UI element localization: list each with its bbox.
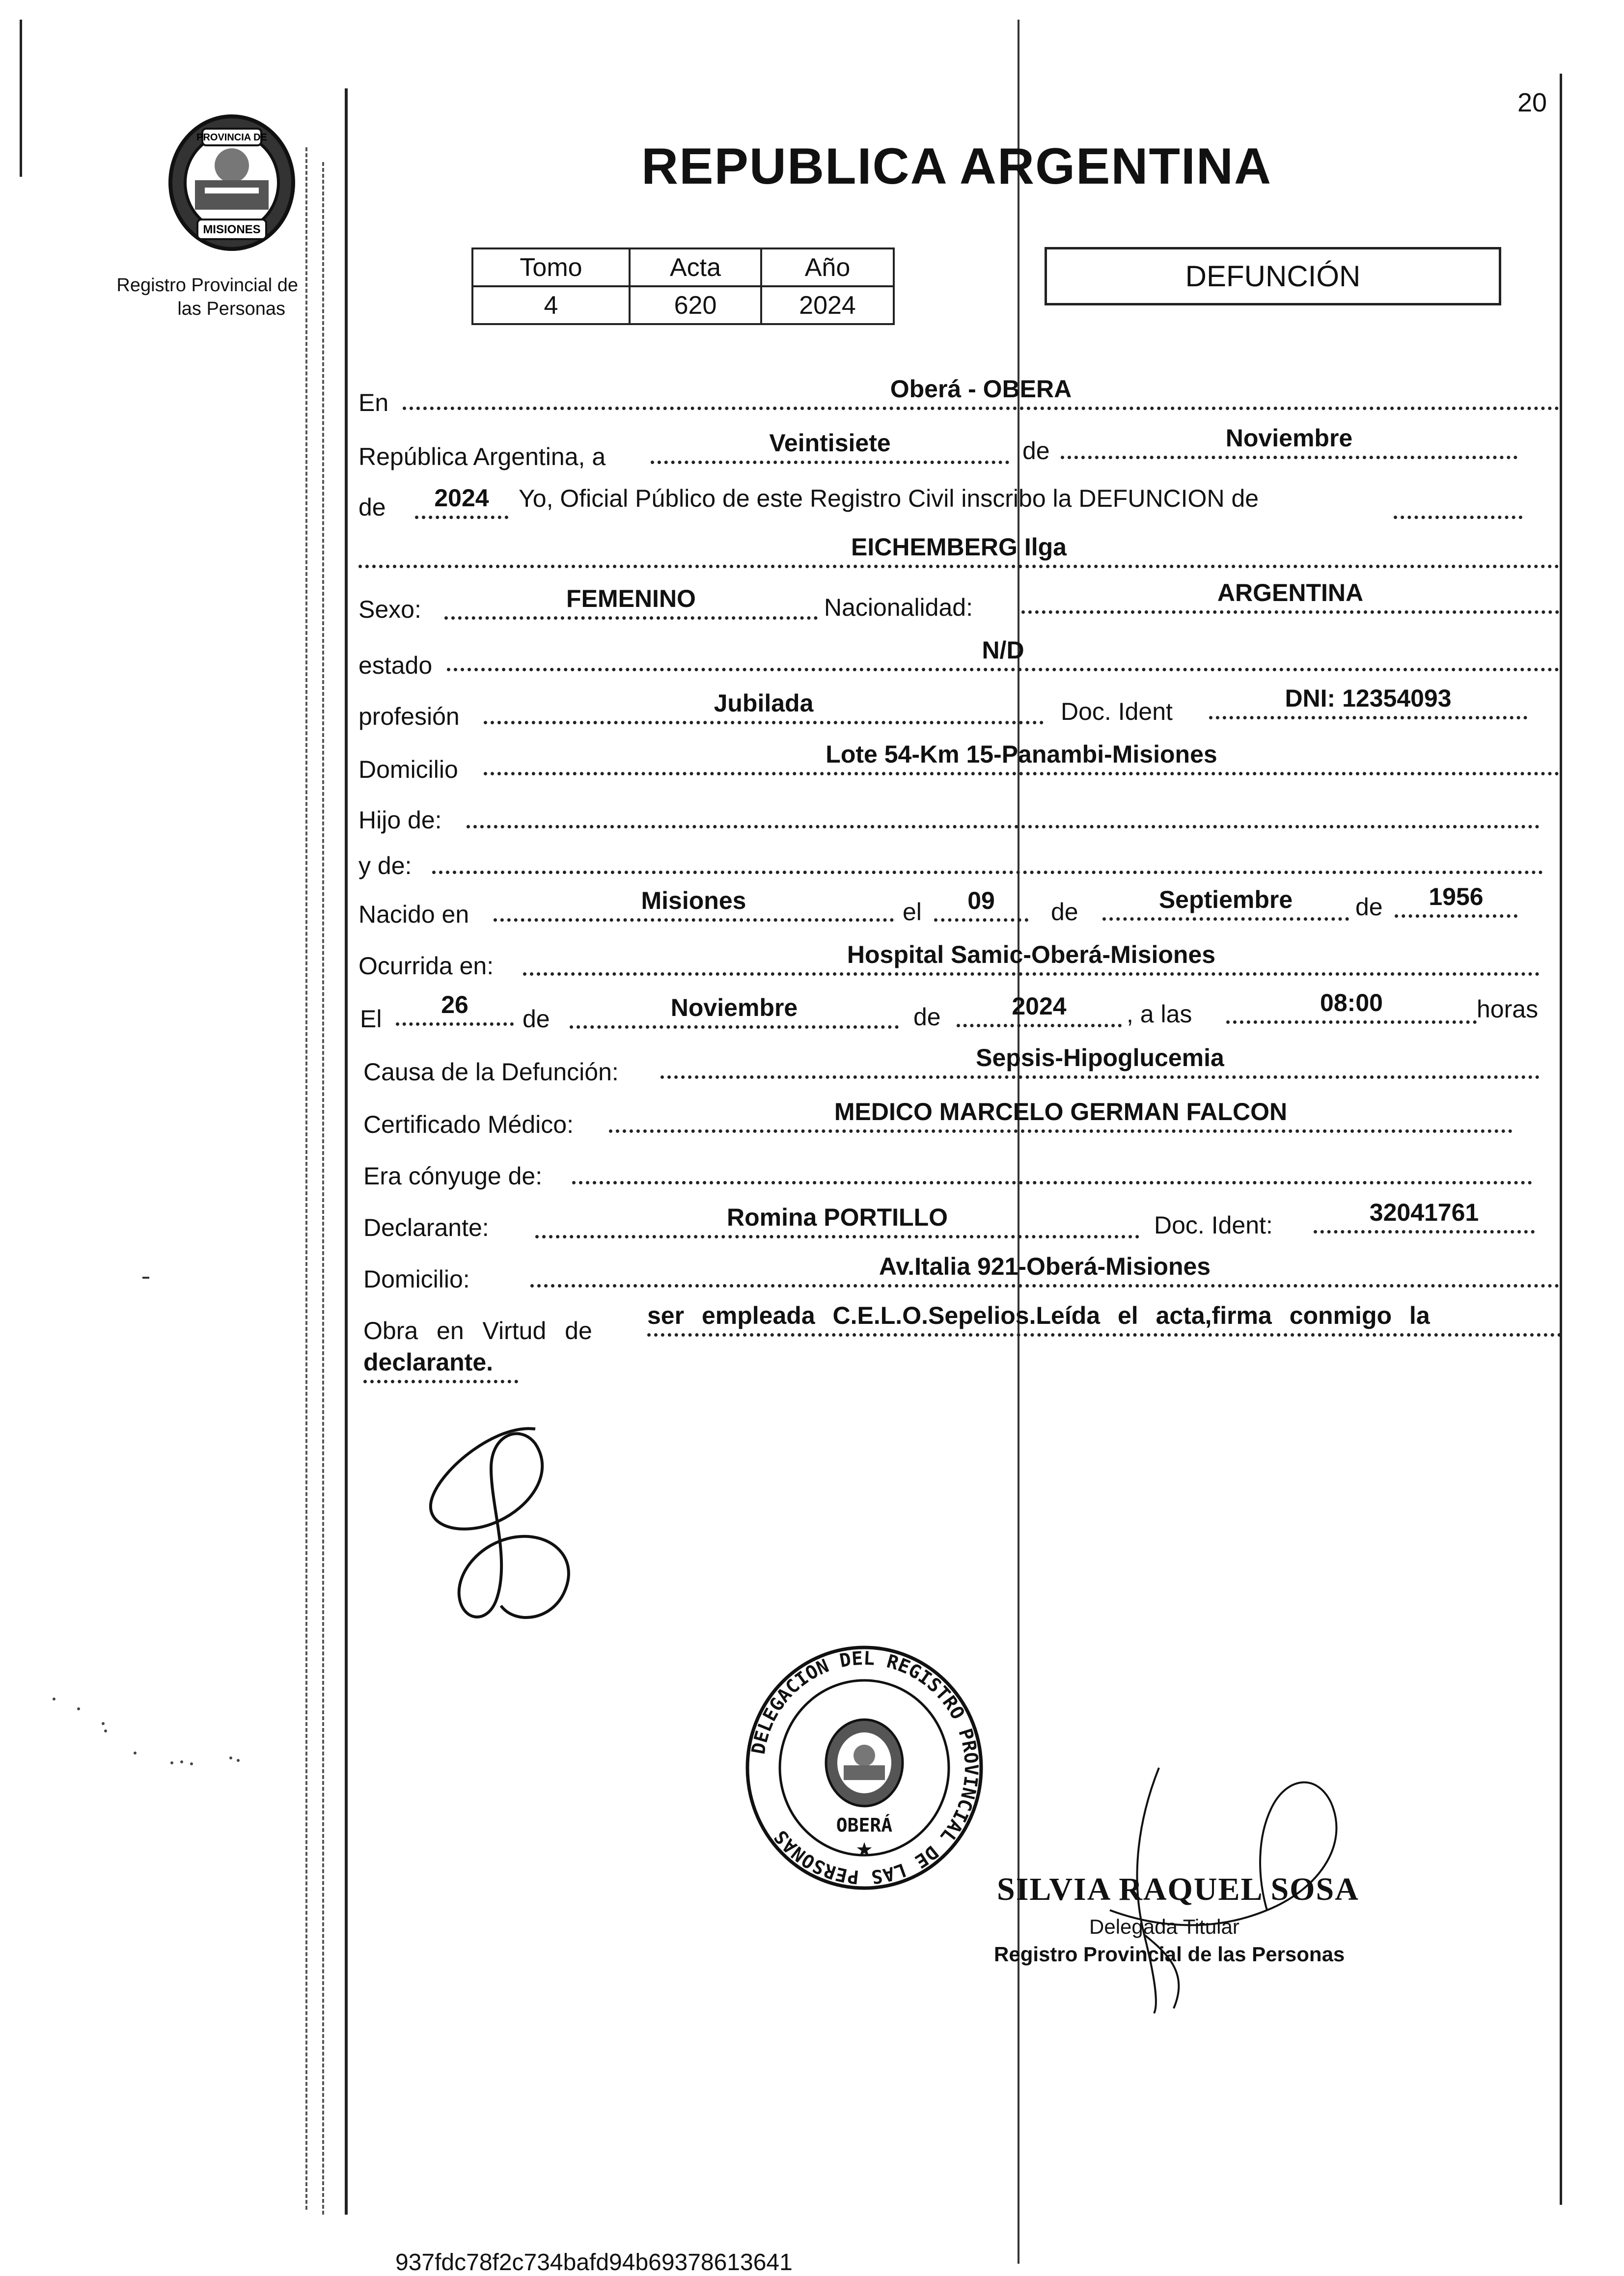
- field-domicilio: Lote 54-Km 15-Panambi-Misiones: [484, 742, 1559, 775]
- field-nacionalidad: ARGENTINA: [1021, 581, 1559, 614]
- label-doc-ident: Doc. Ident: [1061, 698, 1173, 725]
- left-edge-mark: [20, 20, 22, 177]
- margin-dash: [142, 1277, 149, 1279]
- field-lugar: Oberá - OBERA: [403, 377, 1559, 410]
- scan-specks: [44, 1689, 250, 1787]
- label-el: el: [903, 898, 922, 926]
- label-domicilio-2: Domicilio:: [363, 1265, 470, 1293]
- seal-top-text: PROVINCIA DE: [196, 132, 267, 143]
- record-reference-table: [471, 247, 895, 325]
- value-acta: 620: [630, 286, 761, 324]
- form-right-border: [1560, 74, 1562, 2205]
- label-profesion: profesión: [358, 703, 460, 730]
- label-de-4: de: [1355, 893, 1383, 921]
- declarant-signature: [413, 1414, 619, 1640]
- label-de-1: de: [1022, 437, 1050, 465]
- record-type: DEFUNCIÓN: [1185, 260, 1361, 293]
- field-def-mes: Noviembre: [570, 996, 899, 1029]
- field-declarante: Romina PORTILLO: [535, 1206, 1139, 1238]
- official-office: Registro Provincial de las Personas: [994, 1943, 1345, 1966]
- label-doc-ident-2: Doc. Ident:: [1154, 1211, 1273, 1239]
- label-de-6: de: [913, 1003, 941, 1031]
- field-declarante-doc: 32041761: [1314, 1201, 1535, 1234]
- official-title: Delegada Titular: [1089, 1915, 1239, 1938]
- field-doc: DNI: 12354093: [1209, 686, 1527, 719]
- seal-bottom-text: MISIONES: [203, 223, 261, 236]
- agency-name-line2: las Personas: [177, 299, 285, 319]
- label-nacionalidad: Nacionalidad:: [824, 594, 973, 621]
- label-el-2: El: [360, 1005, 382, 1033]
- field-certificado: MEDICO MARCELO GERMAN FALCON: [609, 1100, 1513, 1133]
- field-dia-letras: Veintisiete: [651, 431, 1009, 464]
- field-conyuge: [572, 1152, 1532, 1184]
- official-name: SILVIA RAQUEL SOSA: [997, 1871, 1359, 1907]
- field-nombre: EICHEMBERG Ilga: [358, 535, 1559, 568]
- header-acta: Acta: [630, 248, 761, 286]
- label-causa: Causa de la Defunción:: [363, 1058, 619, 1086]
- label-ocurrida-en: Ocurrida en:: [358, 952, 494, 980]
- field-def-dia: 26: [396, 993, 514, 1026]
- field-y-de: [432, 841, 1543, 874]
- punch-dashes-2: [322, 162, 324, 2215]
- stamp-city: OBERÁ: [836, 1814, 893, 1836]
- field-mes: Noviembre: [1061, 426, 1517, 459]
- form-left-border: [345, 88, 348, 2215]
- label-conyuge: Era cónyuge de:: [363, 1162, 543, 1190]
- label-obra-en: Obra en Virtud de: [363, 1317, 592, 1344]
- field-ocurrida-en: Hospital Samic-Oberá-Misiones: [523, 943, 1540, 976]
- label-a-las: , a las: [1127, 1000, 1192, 1028]
- field-sexo: FEMENINO: [444, 587, 818, 620]
- label-certificado: Certificado Médico:: [363, 1111, 574, 1138]
- label-sexo: Sexo:: [358, 596, 421, 623]
- label-yo-oficial: Yo, Oficial Público de este Registro Civil inscribo la DEFUNCION de: [519, 485, 1259, 512]
- header-tomo: Tomo: [472, 248, 630, 286]
- field-def-anio: 2024: [957, 994, 1122, 1027]
- field-def-hora: 08:00: [1226, 991, 1477, 1024]
- label-de-5: de: [523, 1005, 550, 1033]
- label-domicilio: Domicilio: [358, 756, 458, 783]
- delegation-stamp: [737, 1640, 992, 1895]
- provincial-seal-logo: [158, 109, 305, 256]
- header-anio: Año: [761, 248, 894, 286]
- label-horas: horas: [1477, 995, 1539, 1023]
- fold-line: [1018, 20, 1019, 2264]
- field-defuncion-de: [1394, 486, 1522, 519]
- field-profesion: Jubilada: [484, 691, 1044, 724]
- field-declarante-domicilio: Av.Italia 921-Oberá-Misiones: [530, 1255, 1559, 1288]
- field-hijo-de: [467, 795, 1540, 828]
- label-nacido-en: Nacido en: [358, 901, 469, 928]
- field-obra-line2: declarante.: [363, 1350, 518, 1383]
- label-de-3: de: [1051, 898, 1078, 926]
- field-nacido-en: Misiones: [494, 889, 894, 922]
- field-nac-mes: Septiembre: [1102, 888, 1349, 921]
- stamp-ring-textpath: DELEGACION DEL REGISTRO PROVINCIAL DE LAS PERSONAS: [747, 1647, 983, 1889]
- agency-name-line1: Registro Provincial de: [116, 275, 298, 296]
- label-de-2: de: [358, 494, 386, 521]
- field-nac-dia: 09: [934, 889, 1028, 922]
- label-en: En: [358, 389, 389, 416]
- label-hijo-de: Hijo de:: [358, 806, 442, 834]
- label-estado: estado: [358, 652, 433, 679]
- record-type-box: [1045, 247, 1501, 305]
- punch-dashes-1: [305, 147, 307, 2210]
- label-y-de: y de:: [358, 852, 412, 879]
- field-causa: Sepsis-Hipoglucemia: [661, 1046, 1540, 1079]
- document-hash: 937fdc78f2c734bafd94b69378613641: [395, 2249, 793, 2276]
- field-anio: 2024: [415, 486, 508, 519]
- label-declarante: Declarante:: [363, 1214, 489, 1241]
- page-title: REPUBLICA ARGENTINA: [641, 138, 1272, 195]
- field-estado: N/D: [447, 638, 1559, 671]
- value-anio: 2024: [761, 286, 894, 324]
- field-nac-anio: 1956: [1395, 885, 1517, 918]
- field-obra-line1: ser empleada C.E.L.O.Sepelios.Leída el acta,firma conmigo la: [647, 1304, 1562, 1337]
- page-number: 20: [1517, 88, 1547, 117]
- star-icon: ★: [855, 1839, 873, 1861]
- label-republica: República Argentina, a: [358, 443, 606, 470]
- value-tomo: 4: [472, 286, 630, 324]
